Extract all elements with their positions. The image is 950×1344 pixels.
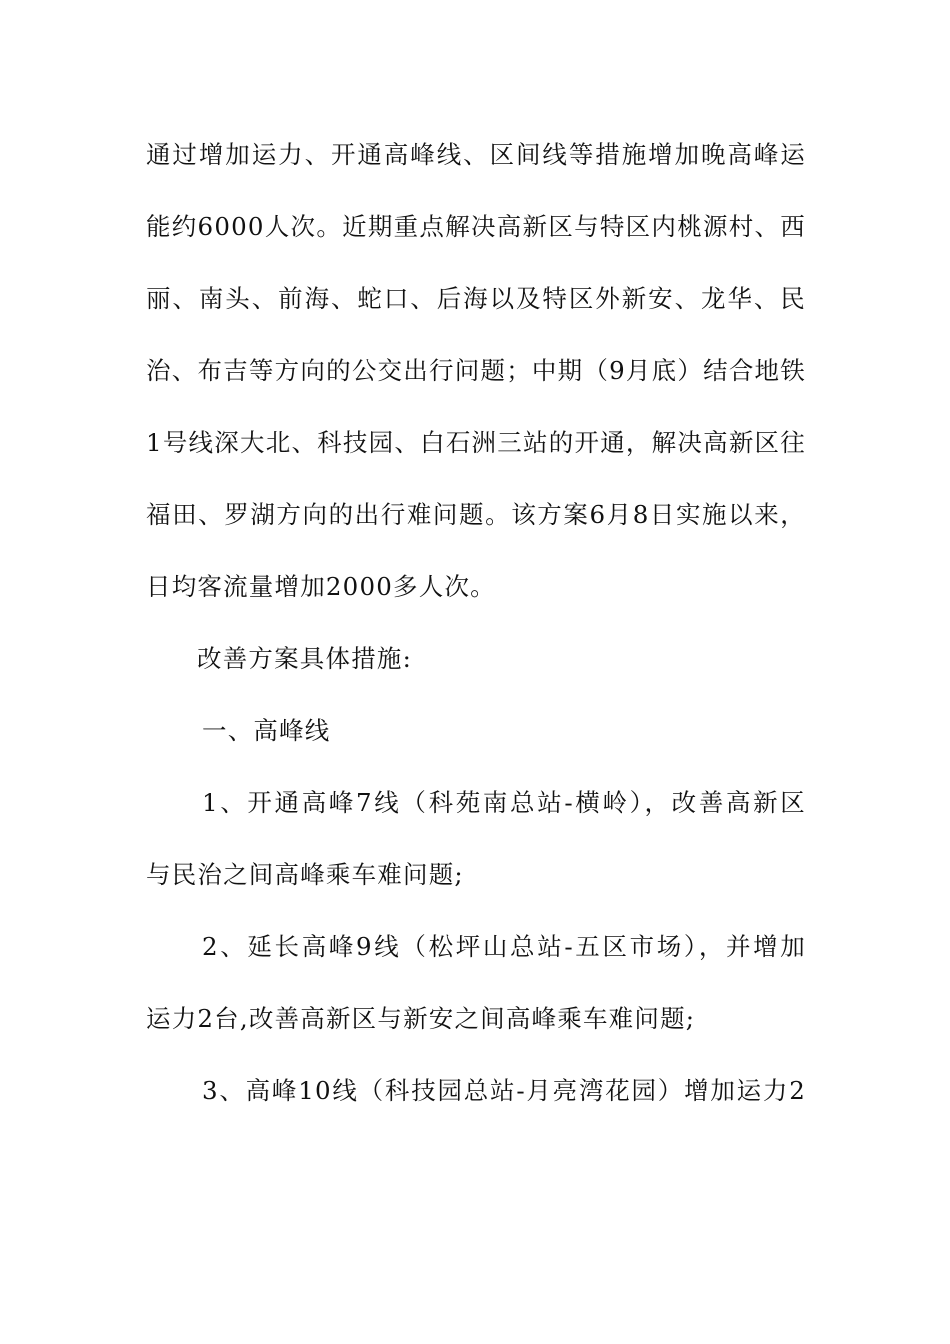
paragraph-line: 治、布吉等方向的公交出行问题；中期（9月底）结合地铁 xyxy=(146,356,806,385)
list-item-line: 3、高峰10线（科技园总站-月亮湾花园）增加运力2 xyxy=(202,1076,806,1105)
list-item-line: 2、延长高峰9线（松坪山总站-五区市场），并增加 xyxy=(202,932,806,961)
section-heading: 一、高峰线 xyxy=(202,716,331,745)
paragraph-line: 能约6000人次。近期重点解决高新区与特区内桃源村、西 xyxy=(146,212,806,241)
list-item-line: 1、开通高峰7线（科苑南总站-横岭），改善高新区 xyxy=(202,788,806,817)
paragraph-line: 1号线深大北、科技园、白石洲三站的开通，解决高新区往 xyxy=(146,428,806,457)
section-intro: 改善方案具体措施: xyxy=(197,644,413,673)
paragraph-line: 通过增加运力、开通高峰线、区间线等措施增加晚高峰运 xyxy=(146,140,806,169)
paragraph-line: 日均客流量增加2000多人次。 xyxy=(146,572,496,601)
list-item-line: 运力2台,改善高新区与新安之间高峰乘车难问题; xyxy=(146,1004,696,1033)
paragraph-line: 丽、南头、前海、蛇口、后海以及特区外新安、龙华、民 xyxy=(146,284,806,313)
list-item-line: 与民治之间高峰乘车难问题; xyxy=(146,860,464,889)
paragraph-line: 福田、罗湖方向的出行难问题。该方案6月8日实施以来， xyxy=(146,500,806,529)
